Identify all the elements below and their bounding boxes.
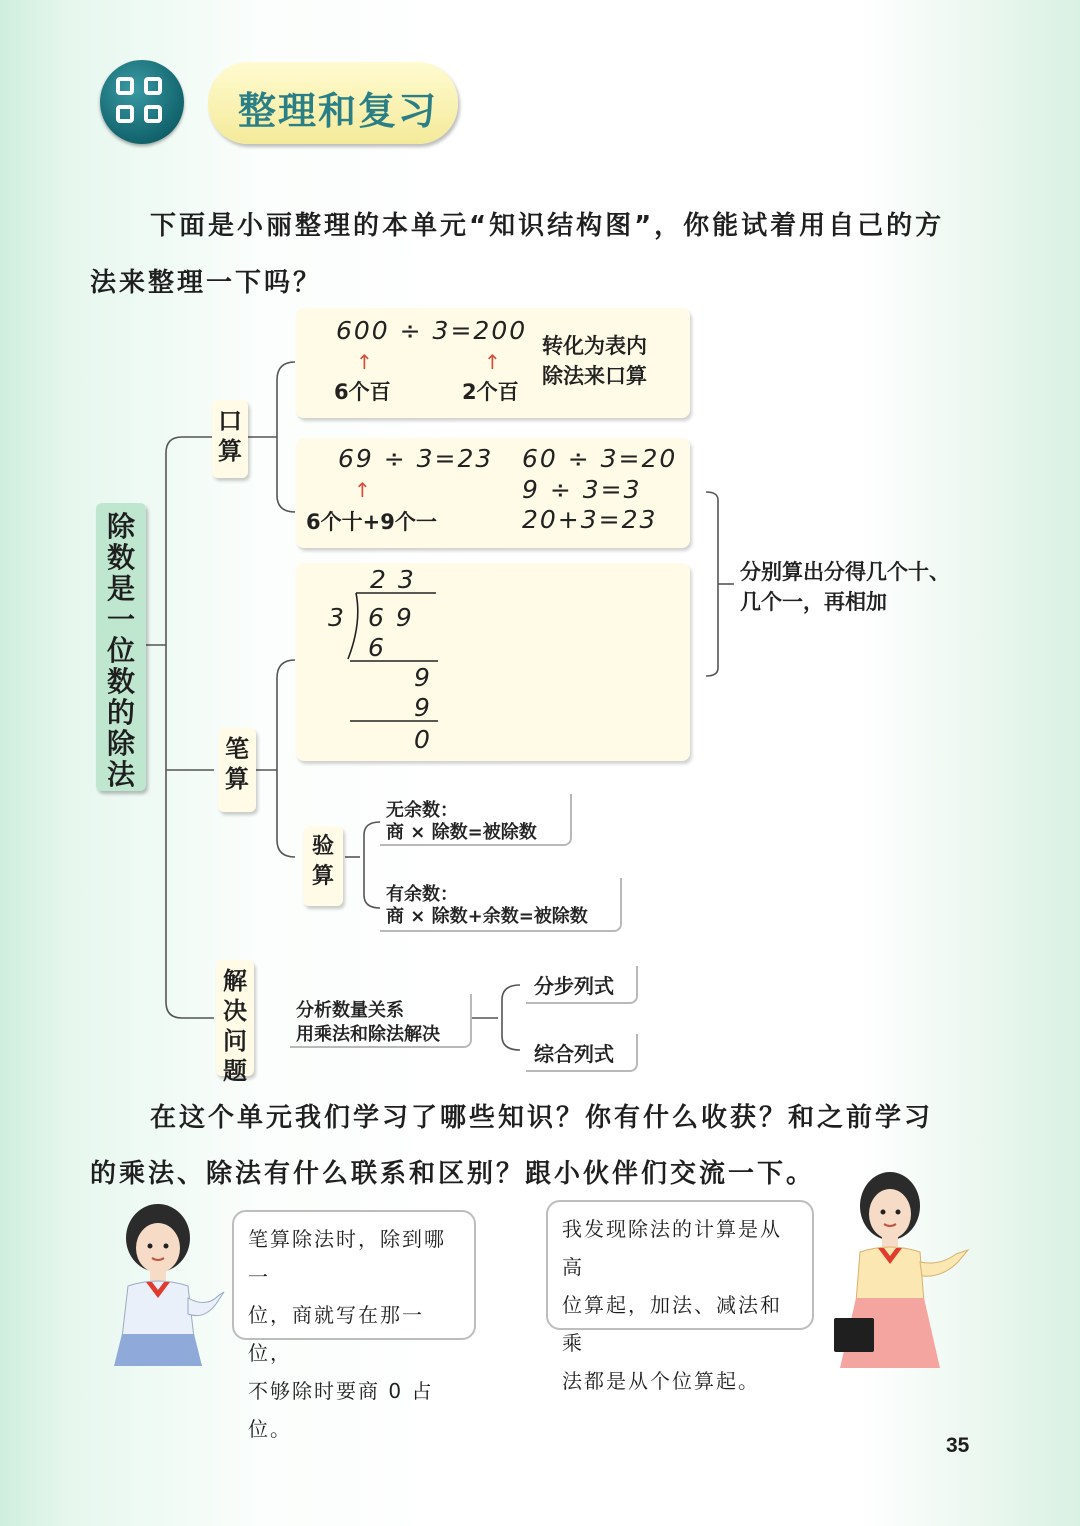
bubble-left-line-3: 不够除时要商 0 占位。 [248,1379,434,1441]
split-step-3: 20+3=23 [522,505,658,534]
split-note: 6个十+9个一 [306,510,437,534]
split-step-2: 9 ÷ 3=3 [522,475,642,504]
combined-option: 综合列式 [534,1042,614,1066]
bubble-left-line-2: 位，商就写在那一位， [248,1303,424,1365]
no-remainder-formula: 商 × 除数=被除数 [386,822,537,843]
with-remainder-title: 有余数： [386,884,458,905]
check-label: 验算 [303,826,343,906]
long-division-box [296,563,690,761]
step-by-step-option: 分步列式 [534,974,614,998]
question-line-1: 在这个单元我们学习了哪些知识？你有什么收获？和之前学习 [150,1103,934,1133]
dividend: 6 9 [368,603,414,632]
oral-equation-2: 69 ÷ 3=23 [338,444,494,473]
hundreds-note-right: 2个百 [462,380,519,404]
hundreds-note-left: 6个百 [334,380,391,404]
first-product: 6 [368,633,386,662]
section-title: 整理和复习 [238,89,439,133]
bubble-right-line-2: 位算起，加法、减法和乘 [562,1293,782,1355]
split-step-1: 60 ÷ 3=20 [522,444,678,473]
problem-solving-label: 解决问题 [216,960,254,1076]
speech-bubble-left [232,1210,476,1441]
long-division-bracket [296,563,496,761]
oral-calc-label: 口算 [212,400,248,478]
combined-card [526,1034,638,1072]
page-number: 35 [946,1434,970,1457]
root-node: 除数是一位数的除法 [96,503,146,791]
no-remainder-title: 无余数： [386,800,458,821]
quotient: 2 3 [370,565,416,594]
step-by-step-card [526,966,638,1004]
bracket-note-line-2: 几个一，再相加 [740,590,887,614]
arrow-up-icon: ↑ [484,350,501,374]
written-calc-label: 笔算 [218,728,256,812]
oral-tip-line-2: 除法来口算 [542,364,647,388]
oral-example-box-1 [296,308,690,418]
oral-example-box-2 [296,438,690,548]
first-remainder: 9 [414,663,432,692]
with-remainder-formula: 商 × 除数+余数=被除数 [386,906,588,927]
with-remainder-card [380,878,622,932]
solve-desc-card [290,994,472,1048]
bubble-left-line-1: 笔算除法时，除到哪一 [248,1227,446,1289]
arrow-up-icon: ↑ [356,350,373,374]
second-product: 9 [414,693,432,722]
question-line-2: 的乘法、除法有什么联系和区别？跟小伙伴们交流一下。 [90,1159,816,1189]
bracket-note-line-1: 分别算出分得几个十、 [740,560,950,584]
oral-equation-1: 600 ÷ 3=200 [336,316,528,345]
bubble-right-line-1: 我发现除法的计算是从高 [562,1217,782,1279]
arrow-up-icon: ↑ [354,478,371,502]
divisor: 3 [328,603,346,632]
bubble-right-line-3: 法都是从个位算起。 [562,1369,760,1393]
intro-line-1: 下面是小丽整理的本单元“知识结构图”，你能试着用自己的方 [150,211,945,241]
intro-line-2: 法来整理一下吗？ [90,268,323,298]
no-remainder-card [380,794,572,846]
final-remainder: 0 [414,725,432,754]
oral-tip-line-1: 转化为表内 [542,334,647,358]
solve-desc-line-1: 分析数量关系 [296,1000,404,1021]
solve-desc-line-2: 用乘法和除法解决 [296,1024,440,1045]
speech-bubble-right [546,1200,814,1393]
girl-student-right-illustration [828,1166,978,1372]
